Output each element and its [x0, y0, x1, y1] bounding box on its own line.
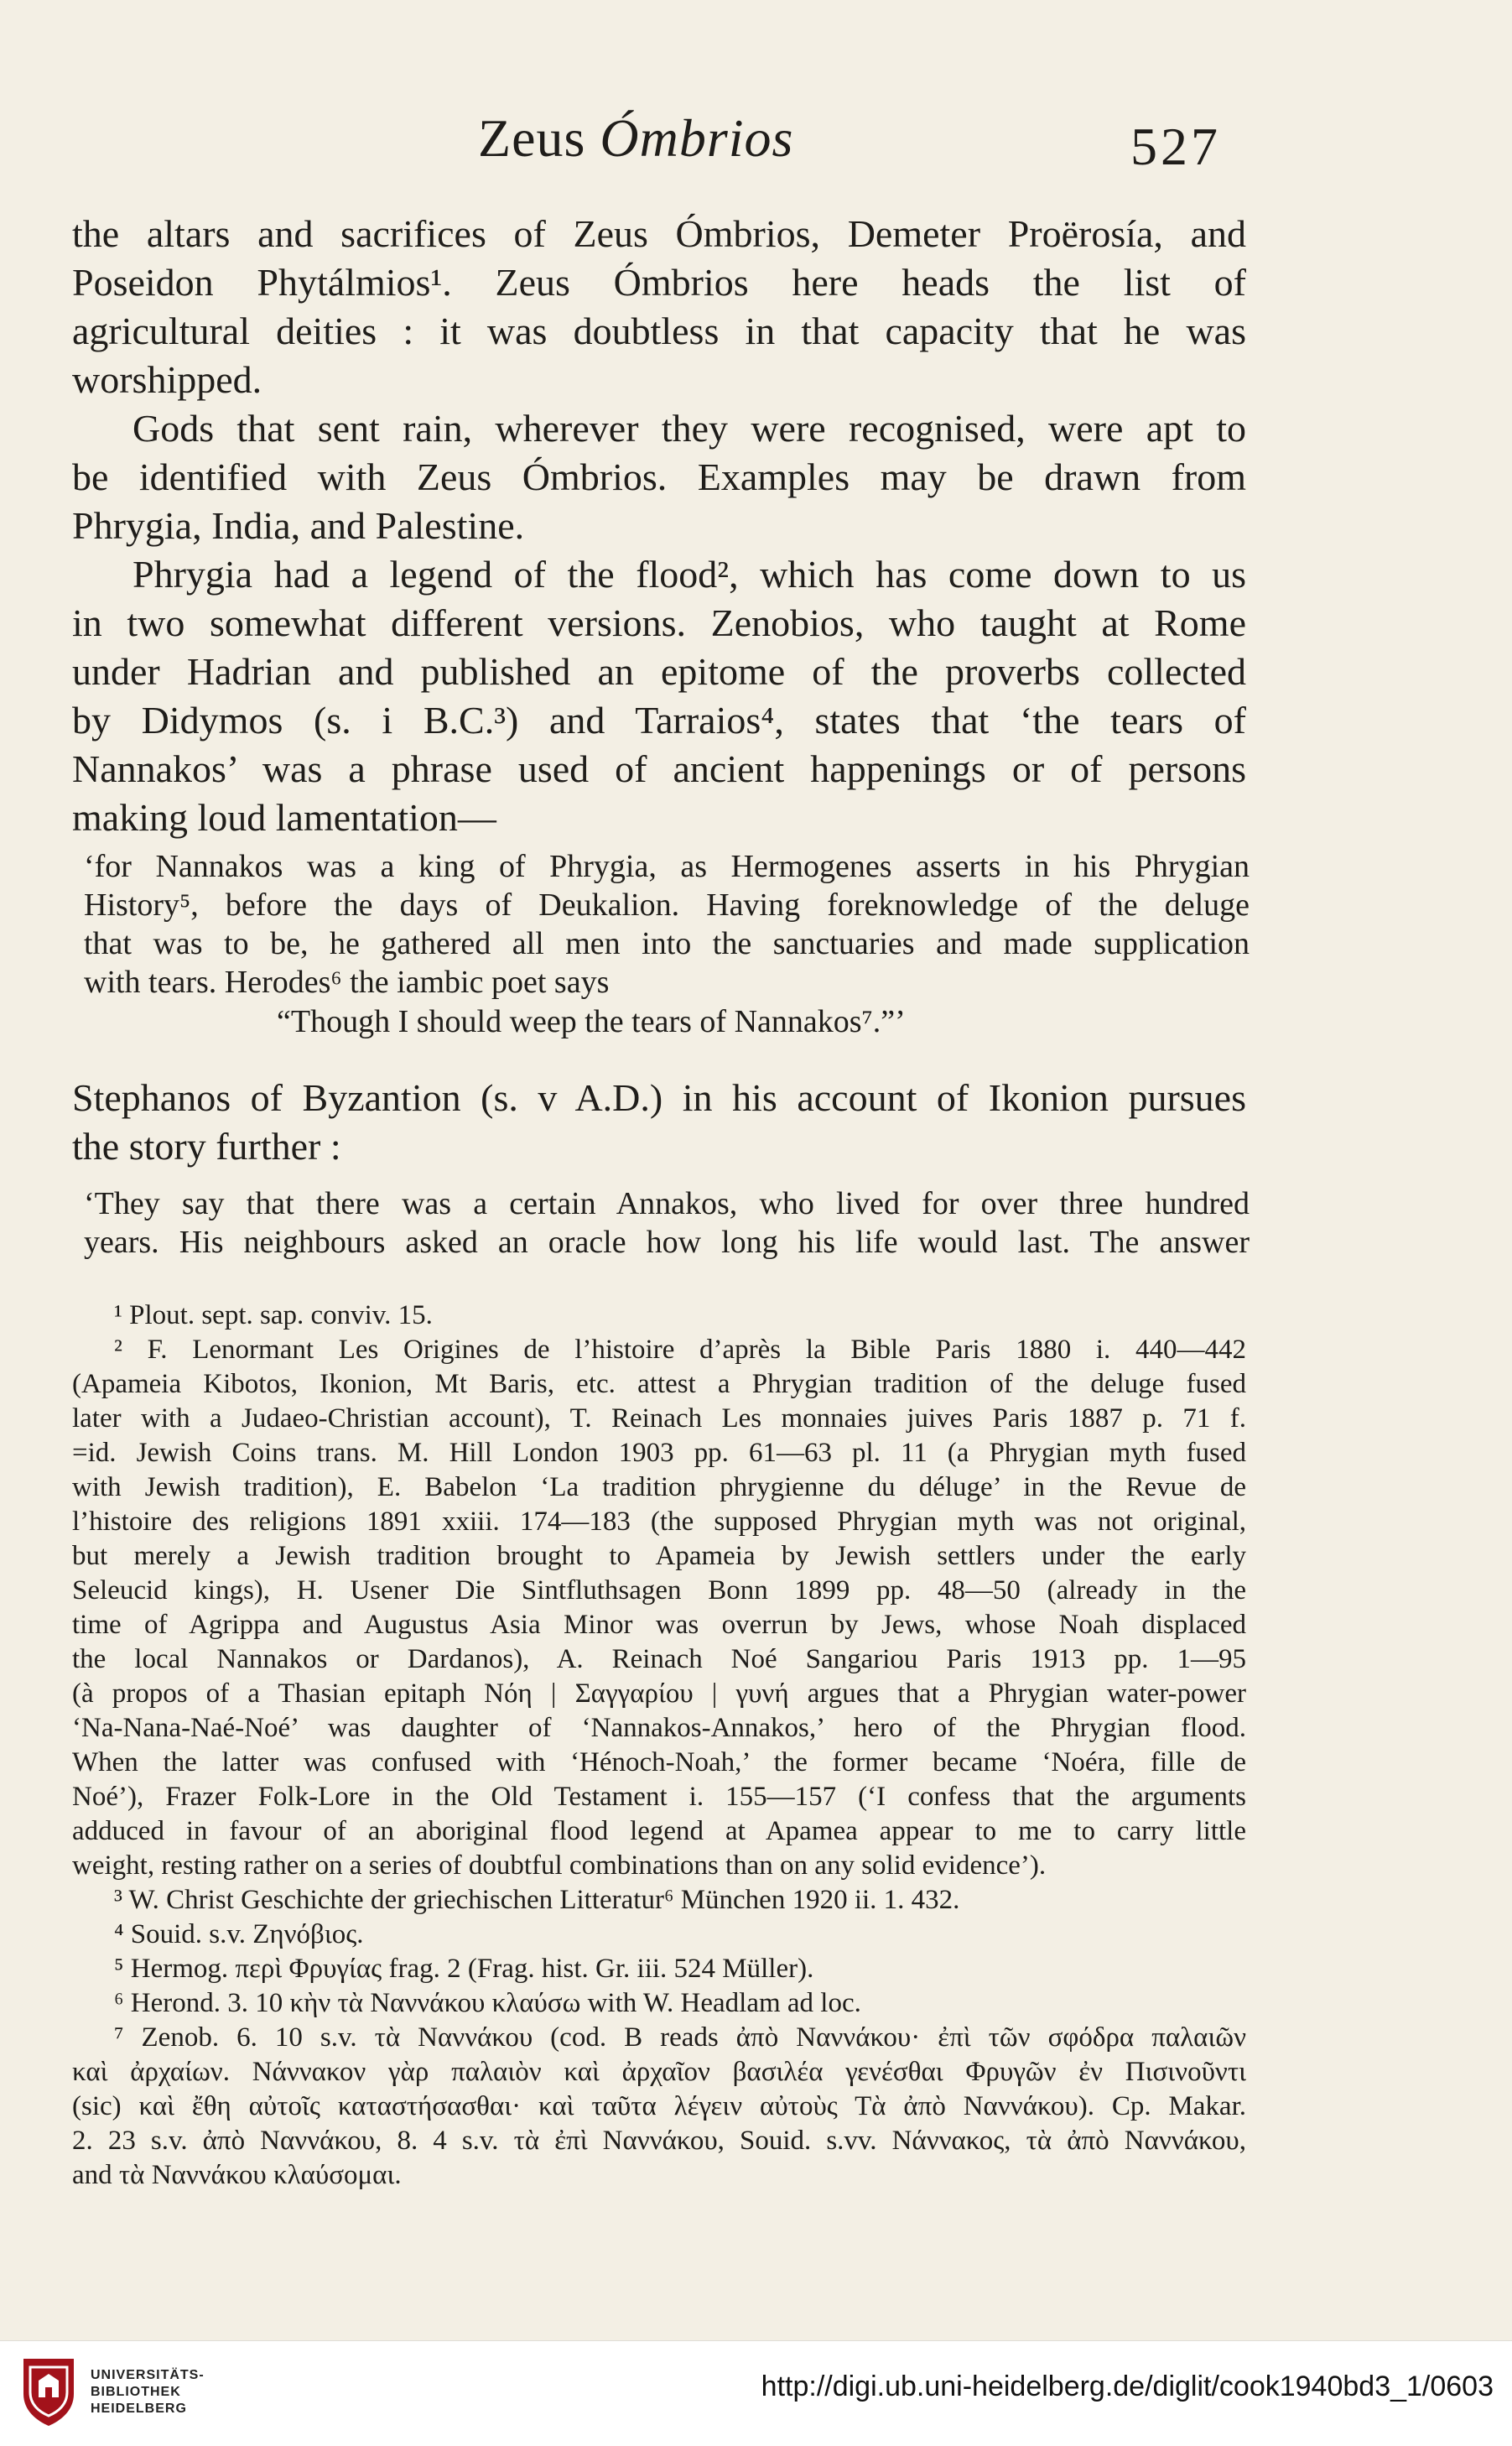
text-line: agricultural deities : it was doubtless in that capacity that he was	[72, 310, 1246, 352]
footnote-line: time of Agrippa and Augustus Asia Minor was overrun by Jews, whose Noah displaced	[72, 1610, 1246, 1640]
footnote-line: =id. Jewish Coins trans. M. Hill London 1903 pp. 61—63 pl. 11 (a Phrygian myth fused	[72, 1438, 1246, 1468]
main-text	[72, 210, 1246, 842]
footnote-line: (sic) καὶ ἔθη αὐτοῖς καταστήσασθαι· καὶ ταῦτα λέγειν αὐτοὺς Τὰ ἀπὸ Ναννάκου). Cp. Makar.	[72, 2091, 1246, 2121]
footnote-line: ⁷ Zenob. 6. 10 s.v. τὰ Ναννάκου (cod. B reads ἀπὸ Ναννάκου· ἐπὶ τῶν σφόδρα παλαιῶν	[114, 2022, 1246, 2053]
source-url-link[interactable]: http://digi.ub.uni-heidelberg.de/diglit/cook1940bd3_1/0603	[761, 2371, 1494, 2402]
text-line: the story further :	[72, 1125, 341, 1168]
footnote-line: ⁶ Herond. 3. 10 κὴν τὰ Ναννάκου κλαύσω with W. Headlam ad loc.	[114, 1988, 861, 2018]
quote-line: years. His neighbours asked an oracle how long his life would last. The answer	[84, 1225, 1250, 1260]
block-quote	[84, 847, 1250, 1042]
running-title-text: Zeus	[478, 108, 600, 168]
footnote-line: Noé’), Frazer Folk-Lore in the Old Testament i. 155—157 (‘I confess that the arguments	[72, 1782, 1246, 1812]
block-quote	[84, 1184, 1250, 1262]
quote-line: History⁵, before the days of Deukalion. Having foreknowledge of the deluge	[84, 887, 1250, 923]
running-header	[67, 107, 1241, 183]
text-line: Phrygia, India, and Palestine.	[72, 504, 525, 547]
footnote-line: (Apameia Kibotos, Ikonion, Mt Baris, etc. attest a Phrygian tradition of the deluge fused	[72, 1369, 1246, 1399]
running-title	[478, 107, 793, 169]
footnote-line: ² F. Lenormant Les Origines de l’histoire d’après la Bible Paris 1880 i. 440—442	[114, 1335, 1246, 1365]
footnote-line: ‘Na-Nana-Naé-Noé’ was daughter of ‘Nannakos-Annakos,’ hero of the Phrygian flood.	[72, 1713, 1246, 1743]
text-line: Gods that sent rain, wherever they were recognised, were apt to	[132, 407, 1246, 450]
quote-line: that was to be, he gathered all men into the sanctuaries and made supplication	[84, 926, 1250, 961]
footnote-line: adduced in favour of an aboriginal flood legend at Apamea appear to me to carry little	[72, 1816, 1246, 1846]
library-name-line: UNIVERSITÄTS-	[91, 2368, 205, 2382]
footnote-line: καὶ ἀρχαίων. Νάννακον γὰρ παλαιὸν καὶ ἀρχαῖον βασιλέα γενέσθαι Φρυγῶν ἐν Πισινοῦντι	[72, 2057, 1246, 2087]
text-line: Nannakos’ was a phrase used of ancient happenings or of persons	[72, 747, 1246, 790]
main-text-continued	[72, 1074, 1246, 1171]
quote-line: with tears. Herodes⁶ the iambic poet says	[84, 965, 610, 1000]
text-line: making loud lamentation—	[72, 796, 496, 839]
footnote-line: the local Nannakos or Dardanos), A. Reinach Noé Sangariou Paris 1913 pp. 1—95	[72, 1644, 1246, 1674]
text-line: by Didymos (s. i B.C.³) and Tarraios⁴, states that ‘the tears of	[72, 699, 1246, 742]
running-title-italic: Ómbrios	[600, 108, 794, 168]
text-line: Poseidon Phytálmios¹. Zeus Ómbrios here heads the list of	[72, 261, 1246, 304]
footnote-line: later with a Judaeo-Christian account), T. Reinach Les monnaies juives Paris 1887 p. 71 f.	[72, 1403, 1246, 1434]
text-line: Phrygia had a legend of the flood², which has come down to us	[132, 553, 1246, 596]
footnote-line: ¹ Plout. sept. sap. conviv. 15.	[114, 1300, 433, 1330]
footnote-line: but merely a Jewish tradition brought to Apameia by Jewish settlers under the early	[72, 1541, 1246, 1571]
library-name-line: BIBLIOTHEK	[91, 2385, 181, 2399]
library-name	[91, 2367, 205, 2417]
footnote-line: (à propos of a Thasian epitaph Νόη | Σαγγαρίου | γυνή argues that a Phrygian water-power	[72, 1678, 1246, 1709]
text-line: the altars and sacrifices of Zeus Ómbrios, Demeter Proërosía, and	[72, 212, 1246, 255]
text-line: be identified with Zeus Ómbrios. Examples may be drawn from	[72, 455, 1246, 498]
footnote-line: l’histoire des religions 1891 xxiii. 174—183 (the supposed Phrygian myth was not original,	[72, 1507, 1246, 1537]
footnote-line: ³ W. Christ Geschichte der griechischen Litteratur⁶ München 1920 ii. 1. 432.	[114, 1885, 960, 1915]
text-line: worshipped.	[72, 358, 262, 401]
quote-line: ‘for Nannakos was a king of Phrygia, as Hermogenes asserts in his Phrygian	[84, 849, 1250, 884]
quote-line: ‘They say that there was a certain Annakos, who lived for over three hundred	[84, 1186, 1250, 1221]
footnote-line: ⁴ Souid. s.v. Ζηνόβιος.	[114, 1919, 364, 1949]
text-line: under Hadrian and published an epitome of the proverbs collected	[72, 650, 1246, 693]
footnote-line: Seleucid kings), H. Usener Die Sintfluthsagen Bonn 1899 pp. 48—50 (already in the	[72, 1575, 1246, 1606]
footnote-line: and τὰ Ναννάκου κλαύσομαι.	[72, 2160, 402, 2190]
footnote-line: ⁵ Hermog. περὶ Φρυγίας frag. 2 (Frag. hist. Gr. iii. 524 Müller).	[114, 1954, 814, 1984]
verse-quote: “Though I should weep the tears of Nannakos⁷.”’	[277, 1004, 906, 1039]
footnote-line: 2. 23 s.v. ἀπὸ Ναννάκου, 8. 4 s.v. τὰ ἐπὶ Ναννάκου, Souid. s.vv. Νάννακος, τὰ ἀπὸ Ναννάκου,	[72, 2126, 1246, 2156]
footnote-line: weight, resting rather on a series of doubtful combinations than on any solid evidence’).	[72, 1850, 1047, 1881]
page-number: 527	[1130, 117, 1221, 176]
footnote-line: When the latter was confused with ‘Hénoch-Noah,’ the former became ‘Noéra, fille de	[72, 1747, 1246, 1777]
text-line: Stephanos of Byzantion (s. v A.D.) in his account of Ikonion pursues	[72, 1076, 1246, 1119]
library-name-line: HEIDELBERG	[91, 2402, 187, 2416]
university-seal-icon	[18, 2355, 79, 2428]
text-line: in two somewhat different versions. Zenobios, who taught at Rome	[72, 601, 1246, 644]
footnotes	[72, 1298, 1246, 2193]
footnote-line: with Jewish tradition), E. Babelon ‘La tradition phrygienne du déluge’ in the Revue de	[72, 1472, 1246, 1502]
